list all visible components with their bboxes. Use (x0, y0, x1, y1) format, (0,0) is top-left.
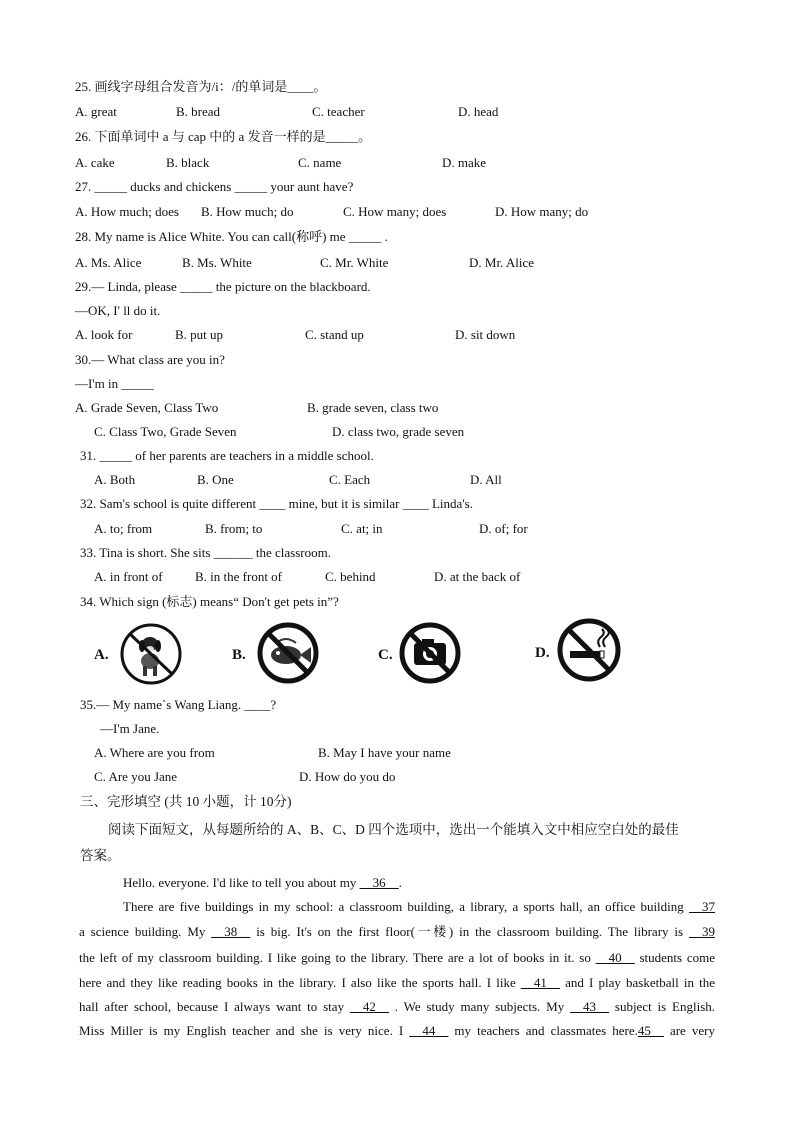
blank-45: 45__ (637, 1023, 664, 1038)
q32-option-d: D. of; for (479, 521, 528, 536)
section3-title: 三、完形填空 (共 10 小题，计 10分) (80, 794, 292, 809)
q35-option-b: B. May I have your name (318, 745, 451, 760)
no-smoking-sign-icon (556, 617, 622, 683)
q32-option-a: A. to; from (94, 521, 153, 536)
q29-option-b: B. put up (175, 327, 224, 342)
q31-option-a: A. Both (94, 472, 136, 487)
q27-option-a: A. How much; does (75, 204, 179, 219)
q25-option-b: B. bread (176, 104, 221, 119)
passage-line: Hello. everyone. I'd like to tell you about my __36__. (123, 875, 402, 890)
q27-option-b: B. How much; do (201, 204, 294, 219)
q26-stem: 26. 下面单词中 a 与 cap 中的 a 发音一样的是_____。 (75, 129, 372, 144)
q29-option-a: A. look for (75, 327, 133, 342)
q33-option-c: C. behind (325, 569, 376, 584)
q28-option-d: D. Mr. Alice (469, 255, 534, 270)
q28-option-b: B. Ms. White (182, 255, 252, 270)
blank-38: __38__ (211, 924, 251, 939)
blank-37: __37 (689, 899, 715, 914)
q31-stem: 31. _____ of her parents are teachers in a middle school. (80, 448, 374, 463)
q34-option-d: D. (535, 645, 550, 661)
q30-option-d: D. class two, grade seven (332, 424, 465, 439)
q27-stem: 27. _____ ducks and chickens _____ your aunt have? (75, 179, 354, 194)
q35-stem: 35.— My name`s Wang Liang. ____? (80, 697, 277, 712)
q32-stem: 32. Sam's school is quite different ____ mine, but it is similar ____ Linda's. (80, 496, 473, 511)
section3-instruction: 阅读下面短文，从每题所给的 A、B、C、D 四个选项中，选出一个能填入文中相应空白处的最佳 (108, 822, 679, 837)
passage-line: the left of my classroom building. I like going to the library. There are a lot of books in it. so __40__ students come (79, 950, 715, 965)
q35-reply: —I'm Jane. (100, 721, 160, 736)
blank-39: __39 (689, 924, 716, 939)
passage-line: Miss Miller is my English teacher and she is very nice. I __44__ my teachers and classmates here.45__ are very (79, 1023, 715, 1038)
q34-option-c: C. (378, 647, 393, 663)
q33-option-b: B. in the front of (195, 569, 283, 584)
q34-option-b: B. (232, 647, 246, 663)
q27-option-c: C. How many; does (343, 204, 447, 219)
passage-line: There are five buildings in my school: a classroom building, a library, a sports hall, an office building __37 (123, 899, 715, 914)
q29-option-c: C. stand up (305, 327, 364, 342)
q25-stem: 25. 画线字母组合发音为/i：/的单词是____。 (75, 79, 327, 94)
q29-reply: —OK, I' ll do it. (75, 303, 161, 318)
q31-option-b: B. One (197, 472, 234, 487)
blank-44: __44__ (409, 1023, 449, 1038)
q26-option-d: D. make (442, 155, 487, 170)
q29-stem: 29.— Linda, please _____ the picture on the blackboard. (75, 279, 371, 294)
q34-stem: 34. Which sign (标志) means“ Don't get pets in”? (80, 594, 339, 609)
q27-option-d: D. How many; do (495, 204, 589, 219)
q31-option-c: C. Each (329, 472, 371, 487)
q29-option-d: D. sit down (455, 327, 516, 342)
q28-option-a: A. Ms. Alice (75, 255, 142, 270)
q34-option-a: A. (94, 647, 109, 663)
blank-40: __40__ (595, 950, 635, 965)
q32-option-b: B. from; to (205, 521, 263, 536)
passage-line: here and they like reading books in the library. I also like the sports hall. I like __41__ and I play basketball in the (79, 975, 716, 990)
q26-option-a: A. cake (75, 155, 115, 170)
no-camera-sign-icon (398, 621, 462, 685)
q33-option-d: D. at the back of (434, 569, 521, 584)
q30-option-c: C. Class Two, Grade Seven (94, 424, 237, 439)
passage-line: a science building. My __38__ is big. It's on the first floor(一楼) in the classroom building. The library is __39 (79, 924, 716, 939)
q30-option-a: A. Grade Seven, Class Two (75, 400, 219, 415)
q35-option-d: D. How do you do (299, 769, 396, 784)
no-fishing-sign-icon (256, 621, 320, 685)
q32-option-c: C. at; in (341, 521, 383, 536)
q35-option-c: C. Are you Jane (94, 769, 178, 784)
q28-stem: 28. My name is Alice White. You can call(称呼) me _____ . (75, 229, 388, 244)
q35-option-a: A. Where are you from (94, 745, 215, 760)
q33-option-a: A. in front of (94, 569, 163, 584)
q26-option-b: B. black (166, 155, 210, 170)
q30-reply: —I'm in _____ (75, 376, 154, 391)
blank-42: __42__ (349, 999, 389, 1014)
q31-option-d: D. All (470, 472, 502, 487)
blank-41: __41__ (520, 975, 560, 990)
q30-stem: 30.— What class are you in? (75, 352, 225, 367)
passage-line: hall after school, because I always want to stay __42__ . We study many subjects. My __43__ subject is English. (79, 999, 716, 1014)
q26-option-c: C. name (298, 155, 342, 170)
blank-43: __43__ (570, 999, 610, 1014)
blank-36: __36__ (359, 875, 399, 890)
q28-option-c: C. Mr. White (320, 255, 389, 270)
q25-option-d: D. head (458, 104, 499, 119)
q25-option-a: A. great (75, 104, 117, 119)
section3-instruction-cont: 答案。 (80, 848, 121, 863)
q33-stem: 33. Tina is short. She sits ______ the classroom. (80, 545, 331, 560)
q25-option-c: C. teacher (312, 104, 365, 119)
no-dogs-sign-icon (119, 622, 183, 686)
q30-option-b: B. grade seven, class two (307, 400, 439, 415)
